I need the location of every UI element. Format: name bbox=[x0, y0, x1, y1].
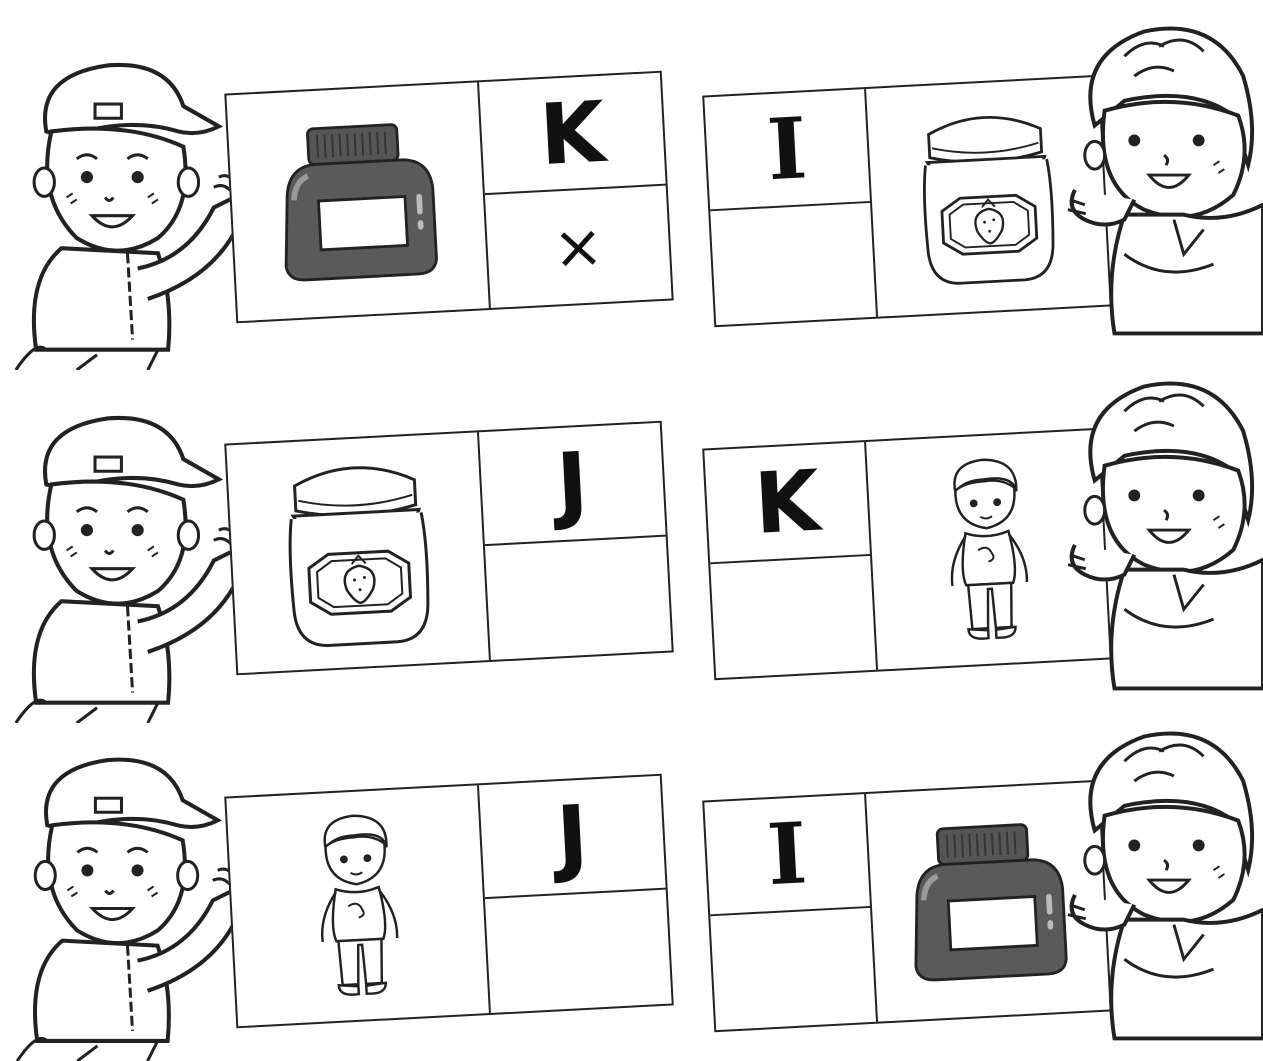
letter: K bbox=[537, 82, 608, 184]
cross-mark: × bbox=[551, 210, 606, 284]
boy-icon bbox=[924, 449, 1052, 651]
answer-column bbox=[479, 73, 672, 308]
answer-box[interactable] bbox=[485, 537, 672, 660]
answer-box[interactable] bbox=[710, 908, 876, 1030]
letter-cell bbox=[479, 776, 666, 899]
boy-with-cap-illustration bbox=[5, 730, 250, 1061]
answer-column bbox=[479, 776, 672, 1013]
letter: I bbox=[764, 98, 810, 200]
boy-with-cap-illustration bbox=[5, 388, 250, 723]
picture-cell bbox=[226, 432, 491, 673]
letter-cell bbox=[704, 442, 870, 564]
picture-letter-card bbox=[224, 421, 674, 676]
answer-box[interactable] bbox=[485, 890, 672, 1013]
answer-column bbox=[479, 423, 672, 660]
answer-column bbox=[704, 442, 878, 678]
picture-letter-card bbox=[702, 428, 1112, 681]
jam-jar-icon bbox=[913, 104, 1062, 289]
letter-cell bbox=[704, 89, 870, 211]
letter-cell bbox=[704, 794, 870, 916]
picture-cell bbox=[226, 785, 491, 1026]
boy-illustration bbox=[1065, 720, 1263, 1050]
boy-illustration bbox=[1065, 370, 1263, 700]
picture-letter-card bbox=[702, 75, 1112, 328]
answer-box[interactable] bbox=[710, 556, 876, 678]
letter: I bbox=[764, 803, 810, 905]
letter: J bbox=[554, 786, 591, 887]
boy-icon bbox=[294, 805, 422, 1007]
jam-jar-icon bbox=[278, 454, 438, 652]
letter: K bbox=[752, 451, 823, 553]
picture-letter-card bbox=[702, 780, 1112, 1033]
answer-column bbox=[704, 794, 878, 1030]
letter-cell bbox=[479, 73, 666, 195]
ink-bottle-icon bbox=[269, 117, 447, 286]
ink-bottle-icon bbox=[899, 817, 1077, 986]
letter-cell bbox=[479, 423, 666, 546]
boy-with-cap-illustration bbox=[5, 35, 250, 370]
picture-letter-card bbox=[224, 774, 674, 1029]
answer-box[interactable] bbox=[485, 186, 672, 308]
answer-box[interactable] bbox=[710, 203, 876, 325]
answer-column bbox=[704, 89, 878, 325]
picture-cell bbox=[226, 82, 490, 321]
letter: J bbox=[554, 433, 591, 534]
picture-letter-card bbox=[224, 71, 673, 324]
boy-illustration bbox=[1065, 15, 1263, 345]
